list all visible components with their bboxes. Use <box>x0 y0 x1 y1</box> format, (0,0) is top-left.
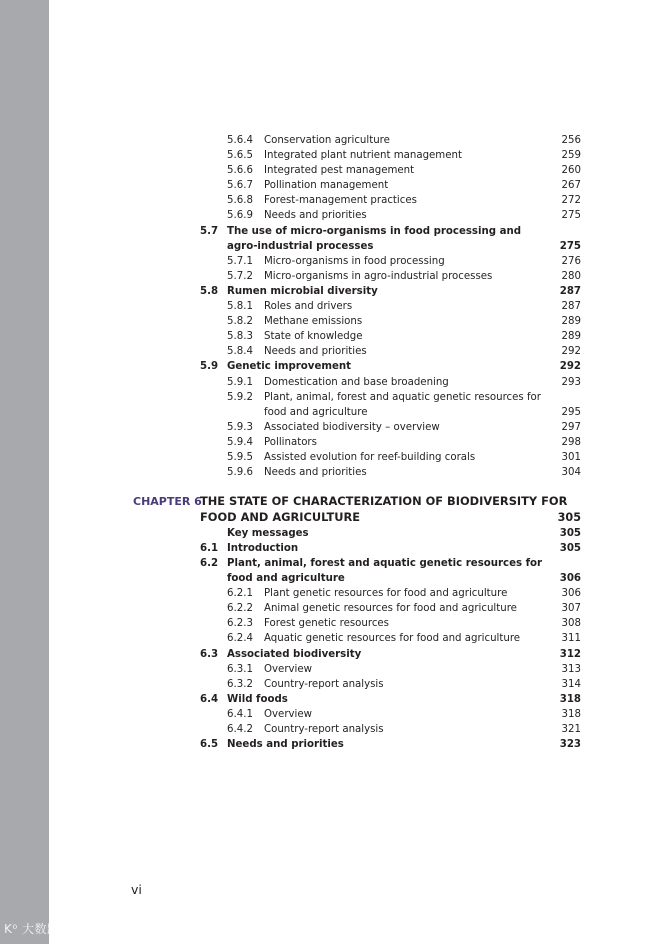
section-number: 6.5 <box>200 739 219 750</box>
entry-page: 260 <box>561 165 581 176</box>
entry-page: 287 <box>561 301 581 312</box>
toc-entry[interactable] <box>0 208 665 223</box>
entry-number: 5.9.5 <box>227 452 253 463</box>
entry-page: 308 <box>561 618 581 629</box>
entry-title: Methane emissions <box>264 316 363 327</box>
entry-page: 306 <box>561 588 581 599</box>
toc-entry[interactable] <box>0 148 665 163</box>
toc-entry[interactable] <box>0 375 665 390</box>
chapter-label: CHAPTER 6 <box>133 495 202 508</box>
section-page: 287 <box>559 286 581 297</box>
toc-entry[interactable] <box>0 662 665 677</box>
entry-number: 5.6.5 <box>227 150 253 161</box>
section-page: 305 <box>559 543 581 554</box>
entry-page: 280 <box>561 271 581 282</box>
entry-number: 6.2.1 <box>227 588 253 599</box>
section-page: 292 <box>559 361 581 372</box>
entry-title: Roles and drivers <box>264 301 353 312</box>
toc-entry[interactable] <box>0 631 665 646</box>
section-page: 312 <box>559 649 581 660</box>
toc-entry[interactable] <box>0 254 665 269</box>
toc-entry[interactable] <box>0 737 665 752</box>
section-title: Introduction <box>227 543 299 554</box>
section-page: 305 <box>559 528 581 539</box>
entry-page: 292 <box>561 346 581 357</box>
toc-entry[interactable] <box>0 556 665 571</box>
toc-entry[interactable] <box>0 465 665 480</box>
entry-number: 5.8.4 <box>227 346 253 357</box>
toc-entry[interactable] <box>0 510 665 525</box>
entry-title: Overview <box>264 664 312 675</box>
section-number: 6.2 <box>200 558 219 569</box>
section-title: agro-industrial processes <box>227 241 374 252</box>
entry-number: 6.3.1 <box>227 664 253 675</box>
entry-number: 5.6.4 <box>227 135 253 146</box>
entry-number: 5.8.1 <box>227 301 253 312</box>
entry-title: Micro-organisms in agro-industrial processes <box>264 271 493 282</box>
chapter-title: FOOD AND AGRICULTURE <box>200 510 361 524</box>
entry-title: food and agriculture <box>264 407 368 418</box>
entry-number: 5.6.8 <box>227 195 253 206</box>
entry-title: Needs and priorities <box>264 210 367 221</box>
entry-number: 6.3.2 <box>227 679 253 690</box>
section-page: 318 <box>559 694 581 705</box>
section-page: 323 <box>559 739 581 750</box>
entry-title: Forest genetic resources <box>264 618 389 629</box>
entry-title: Assisted evolution for reef-building corals <box>264 452 476 463</box>
toc-entry[interactable] <box>0 586 665 601</box>
section-page: 306 <box>559 573 581 584</box>
entry-title: State of knowledge <box>264 331 363 342</box>
toc-entry[interactable] <box>0 420 665 435</box>
chapter-title: THE STATE OF CHARACTERIZATION OF BIODIVERSITY FOR <box>200 494 568 508</box>
entry-page: 297 <box>561 422 581 433</box>
entry-page: 289 <box>561 316 581 327</box>
entry-page: 301 <box>561 452 581 463</box>
toc-entry[interactable] <box>0 133 665 148</box>
toc-entry[interactable] <box>0 677 665 692</box>
toc-entry[interactable] <box>0 722 665 737</box>
toc-entry[interactable] <box>0 647 665 662</box>
page-number: vi <box>131 882 142 897</box>
section-title: food and agriculture <box>227 573 345 584</box>
section-title: Rumen microbial diversity <box>227 286 378 297</box>
entry-title: Micro-organisms in food processing <box>264 256 445 267</box>
section-number: 5.8 <box>200 286 219 297</box>
entry-page: 314 <box>561 679 581 690</box>
entry-page: 293 <box>561 377 581 388</box>
toc-entry[interactable] <box>0 450 665 465</box>
entry-number: 5.7.2 <box>227 271 253 282</box>
entry-number: 5.8.3 <box>227 331 253 342</box>
entry-title: Country-report analysis <box>264 724 384 735</box>
toc-entry[interactable] <box>0 601 665 616</box>
entry-page: 267 <box>561 180 581 191</box>
section-title: Genetic improvement <box>227 361 352 372</box>
toc-entry[interactable] <box>0 435 665 450</box>
entry-number: 6.2.4 <box>227 633 253 644</box>
entry-title: Domestication and base broadening <box>264 377 449 388</box>
entry-number: 5.9.3 <box>227 422 253 433</box>
entry-number: 5.6.7 <box>227 180 253 191</box>
entry-page: 307 <box>561 603 581 614</box>
toc-entry[interactable] <box>0 616 665 631</box>
section-page: 275 <box>559 241 581 252</box>
entry-title: Forest-management practices <box>264 195 417 206</box>
section-number: 5.7 <box>200 226 219 237</box>
entry-page: 318 <box>561 709 581 720</box>
entry-page: 289 <box>561 331 581 342</box>
entry-title: Pollination management <box>264 180 389 191</box>
entry-number: 5.9.6 <box>227 467 253 478</box>
toc-entry[interactable] <box>0 707 665 722</box>
entry-number: 6.2.3 <box>227 618 253 629</box>
entry-title: Plant, animal, forest and aquatic genetic resources for <box>264 392 541 403</box>
entry-number: 5.9.1 <box>227 377 253 388</box>
toc-entry[interactable] <box>0 359 665 374</box>
section-title: Associated biodiversity <box>227 649 362 660</box>
entry-number: 5.6.9 <box>227 210 253 221</box>
section-title: The use of micro-organisms in food processing and <box>227 226 521 237</box>
entry-number: 5.9.2 <box>227 392 253 403</box>
toc-entry[interactable] <box>0 163 665 178</box>
toc-entry[interactable] <box>0 193 665 208</box>
entry-title: Conservation agriculture <box>264 135 390 146</box>
entry-page: 311 <box>561 633 581 644</box>
section-number: 6.3 <box>200 649 219 660</box>
entry-title: Country-report analysis <box>264 679 384 690</box>
toc-entry[interactable] <box>0 405 665 420</box>
toc-entry[interactable] <box>0 692 665 707</box>
toc-entry[interactable] <box>0 239 665 254</box>
toc-entry[interactable] <box>0 494 665 509</box>
section-title: Plant, animal, forest and aquatic genetic resources for <box>227 558 543 569</box>
entry-title: Plant genetic resources for food and agriculture <box>264 588 508 599</box>
entry-number: 6.4.1 <box>227 709 253 720</box>
toc-entry[interactable] <box>0 284 665 299</box>
entry-title: Integrated plant nutrient management <box>264 150 462 161</box>
entry-title: Aquatic genetic resources for food and agriculture <box>264 633 521 644</box>
toc-entry[interactable] <box>0 314 665 329</box>
entry-number: 6.4.2 <box>227 724 253 735</box>
toc-entry[interactable] <box>0 344 665 359</box>
entry-title: Overview <box>264 709 312 720</box>
entry-page: 256 <box>561 135 581 146</box>
entry-page: 259 <box>561 150 581 161</box>
section-title: Wild foods <box>227 694 288 705</box>
toc-entry[interactable] <box>0 541 665 556</box>
entry-page: 304 <box>561 467 581 478</box>
entry-number: 5.8.2 <box>227 316 253 327</box>
section-title: Key messages <box>227 528 309 539</box>
entry-title: Pollinators <box>264 437 317 448</box>
section-number: 6.4 <box>200 694 219 705</box>
entry-number: 5.6.6 <box>227 165 253 176</box>
chapter-page: 305 <box>557 511 581 524</box>
toc-entry[interactable] <box>0 224 665 239</box>
entry-page: 276 <box>561 256 581 267</box>
entry-page: 272 <box>561 195 581 206</box>
entry-page: 313 <box>561 664 581 675</box>
toc-entry[interactable] <box>0 178 665 193</box>
entry-title: Animal genetic resources for food and agriculture <box>264 603 517 614</box>
entry-number: 5.9.4 <box>227 437 253 448</box>
toc-entry[interactable] <box>0 269 665 284</box>
section-number: 5.9 <box>200 361 219 372</box>
entry-title: Integrated pest management <box>264 165 415 176</box>
entry-number: 6.2.2 <box>227 603 253 614</box>
entry-number: 5.7.1 <box>227 256 253 267</box>
watermark-logo: K⁰ 大数跨境 <box>4 922 72 936</box>
toc-entry[interactable] <box>0 526 665 541</box>
section-number: 6.1 <box>200 543 219 554</box>
entry-page: 275 <box>561 210 581 221</box>
entry-page: 298 <box>561 437 581 448</box>
entry-page: 321 <box>561 724 581 735</box>
entry-title: Needs and priorities <box>264 346 367 357</box>
toc-entry[interactable] <box>0 299 665 314</box>
entry-page: 295 <box>561 407 581 418</box>
section-title: Needs and priorities <box>227 739 344 750</box>
toc-entry[interactable] <box>0 571 665 586</box>
toc-entry[interactable] <box>0 390 665 405</box>
toc-entry[interactable] <box>0 329 665 344</box>
entry-title: Needs and priorities <box>264 467 367 478</box>
entry-title: Associated biodiversity – overview <box>264 422 440 433</box>
